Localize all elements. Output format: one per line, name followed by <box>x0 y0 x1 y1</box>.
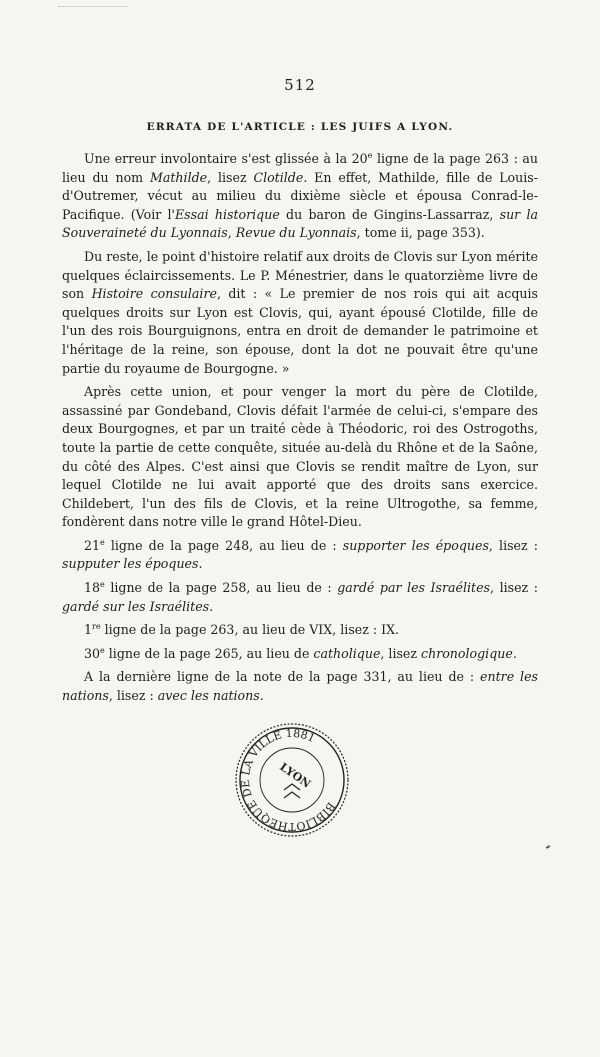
text: . <box>259 688 264 704</box>
text: du baron de Gingins-Lassarraz, <box>279 206 500 222</box>
text: A la dernière ligne de la note de la page 331, au lieu de : <box>84 669 481 685</box>
errata-heading: ERRATA DE L'ARTICLE : LES JUIFS A LYON. <box>146 121 454 133</box>
library-stamp-seal <box>232 720 352 840</box>
page-number: 512 <box>284 76 316 94</box>
text: , lisez <box>207 169 254 185</box>
errata-line <box>62 537 538 574</box>
text: ligne de la page 263 : au lieu du nom <box>62 151 538 185</box>
text: . <box>198 556 203 572</box>
svg-text:BIBLIOTHÈQUE DE LA VILLE 1881: BIBLIOTHÈQUE DE LA VILLE 1881 <box>238 726 338 834</box>
errata-body <box>62 150 538 711</box>
italic-text: gardé sur les Israélites <box>62 598 210 614</box>
scan-speck <box>546 845 550 849</box>
text: , tome ii, page 353). <box>356 225 485 241</box>
italic-text: entre les nations <box>62 669 539 704</box>
paragraph <box>62 383 538 532</box>
ordinal-suffix: e <box>100 537 105 547</box>
text: Une erreur involontaire s'est glissée à la <box>84 151 352 166</box>
stamp-inner-text: LYON <box>277 760 314 791</box>
italic-text: Revue du Lyonnais <box>235 225 357 241</box>
italic-text: Mathilde <box>149 169 208 185</box>
text: , lisez : <box>490 580 538 596</box>
text: , lisez : <box>108 688 158 704</box>
italic-text: avec les nations <box>157 688 260 704</box>
italic-text: supputer les époques <box>62 556 199 572</box>
text: . <box>512 645 517 661</box>
text: 18 <box>84 580 101 596</box>
text: . En effet, Mathilde, fille de Louis-d'Outremer, vécut au milieu du dixième siècle et épousa Conrad-le-Pacifique. (Voir l' <box>62 169 538 222</box>
ordinal-suffix: e <box>367 150 373 160</box>
italic-text: chronologique <box>421 645 513 661</box>
ordinal-suffix: e <box>100 579 105 589</box>
text: ligne de la page 265, au lieu de <box>104 645 314 661</box>
italic-text: supporter les époques <box>342 537 489 553</box>
text: Après cette union, et pour venger la mort du père de Clotilde, assassiné par Gondeband, Clovis défait l'armée de celui-ci, s'empare des deux Bourgognes, et par un traité cède à Théodoric, roi des Ostrogoths, toute la partie de cette conquête, située au-delà du Rhône et de la Saône, du côté des Alpes. C'est ainsi que Clovis se rendit maître de Lyon, sur lequel Clotilde ne lui avait apporté que des droits sans exercice. Childebert, l'un des fils de Clovis, et la reine Ultrogothe, sa femme, fondèrent dans notre ville le grand Hôtel-Dieu. <box>62 384 538 530</box>
italic-text: Clotilde <box>253 169 304 185</box>
text: ligne de la page 263, au lieu de VIX, lisez : IX. <box>100 622 400 638</box>
paragraph <box>62 150 538 243</box>
text: 20 <box>351 151 368 166</box>
errata-line <box>62 579 538 616</box>
paragraph <box>62 248 538 378</box>
library-stamp <box>232 720 352 840</box>
italic-text: gardé par les Israélites <box>337 580 491 596</box>
text: 30 <box>84 645 101 661</box>
text: 1 <box>84 622 93 638</box>
text: ligne de la page 258, au lieu de : <box>104 580 338 596</box>
text: , <box>227 225 236 241</box>
ordinal-suffix: re <box>92 622 101 632</box>
italic-text: catholique <box>313 645 381 661</box>
text: Du reste, le point d'histoire relatif aux droits de Clovis sur Lyon mérite quelques éclaircissements. Le P. Ménestrier, dans le quatorzième livre de son <box>62 248 538 302</box>
errata-line <box>62 621 538 640</box>
text: , dit : « Le premier de nos rois qui ait acquis quelques droits sur Lyon est Clovis, qui, ayant épousé Clotilde, fille de l'un des rois Bourguignons, entra en droit de demander le patrimoine et l'héritage de la reine, son épouse, dont la dot ne pouvait être qu'une partie du royaume de Bourgogne. » <box>62 286 538 376</box>
italic-text: sur la Souveraineté du Lyonnais <box>62 206 538 241</box>
text: 21 <box>84 537 101 553</box>
text: . <box>209 598 214 614</box>
text: , lisez <box>380 645 422 661</box>
ordinal-suffix: e <box>100 645 105 655</box>
errata-line <box>62 668 538 705</box>
italic-text: Essai historique <box>174 206 280 222</box>
text: , lisez : <box>488 537 538 553</box>
errata-line <box>62 645 538 664</box>
italic-text: Histoire consulaire <box>91 286 217 302</box>
text: ligne de la page 248, au lieu de : <box>104 537 343 553</box>
scan-edge-mark <box>58 6 128 7</box>
